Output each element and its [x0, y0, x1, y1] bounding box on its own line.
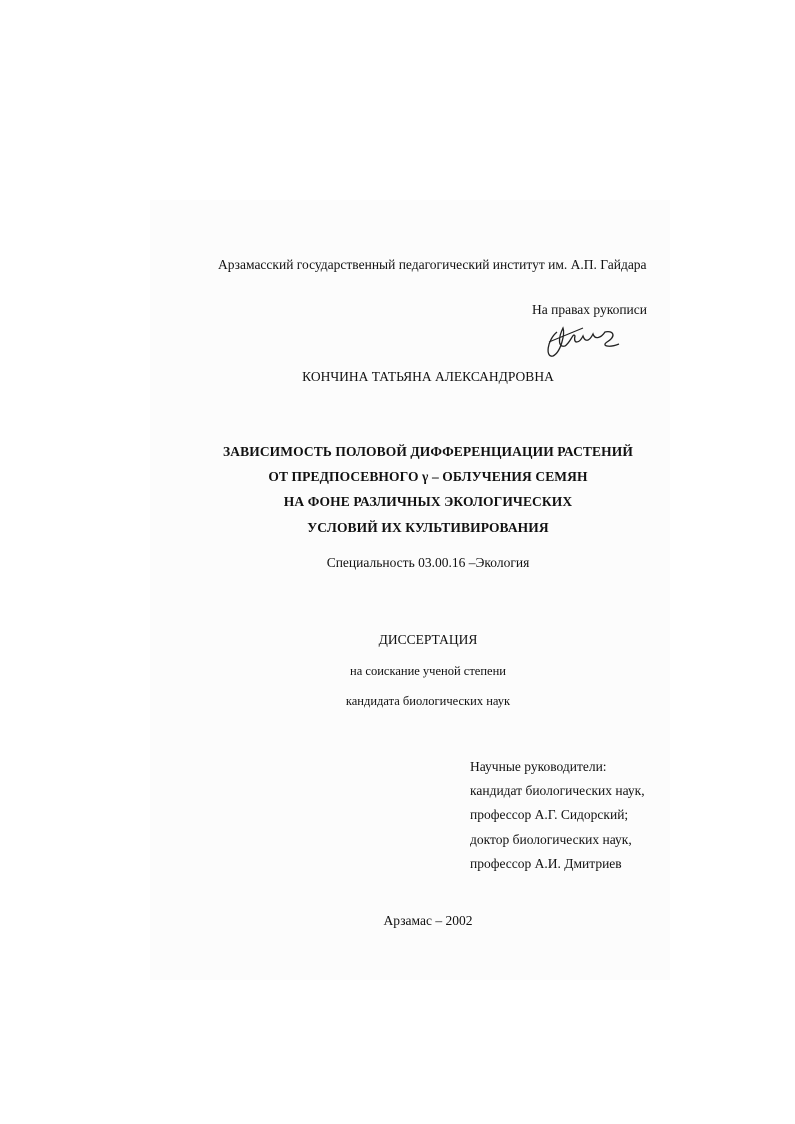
- degree-line-1: на соискание ученой степени: [350, 664, 506, 678]
- manuscript-note: На правах рукописи: [531, 302, 647, 317]
- advisors-heading: Научные руководители:: [470, 759, 607, 774]
- signature: [543, 322, 623, 362]
- advisor-line: доктор биологических наук,: [470, 832, 632, 847]
- title-line-1: ЗАВИСИМОСТЬ ПОЛОВОЙ ДИФФЕРЕНЦИАЦИИ РАСТЕНИЙ: [223, 444, 633, 459]
- institution: Арзамасский государственный педагогический институт им. А.П. Гайдара: [218, 257, 647, 272]
- specialty: Специальность 03.00.16 –Экология: [326, 555, 530, 570]
- document-type: ДИССЕРТАЦИЯ: [378, 632, 478, 647]
- title-line-3: НА ФОНЕ РАЗЛИЧНЫХ ЭКОЛОГИЧЕСКИХ: [283, 494, 573, 509]
- advisor-line: профессор А.И. Дмитриев: [470, 856, 622, 871]
- title-line-4: УСЛОВИЙ ИХ КУЛЬТИВИРОВАНИЯ: [307, 520, 549, 535]
- title-line-2: ОТ ПРЕДПОСЕВНОГО γ – ОБЛУЧЕНИЯ СЕМЯН: [268, 469, 588, 484]
- place-year: Арзамас – 2002: [383, 913, 473, 928]
- advisor-line: профессор А.Г. Сидорский;: [470, 807, 629, 822]
- author-name: КОНЧИНА ТАТЬЯНА АЛЕКСАНДРОВНА: [302, 369, 554, 384]
- advisor-line: кандидат биологических наук,: [470, 783, 645, 798]
- degree-line-2: кандидата биологических наук: [345, 694, 511, 708]
